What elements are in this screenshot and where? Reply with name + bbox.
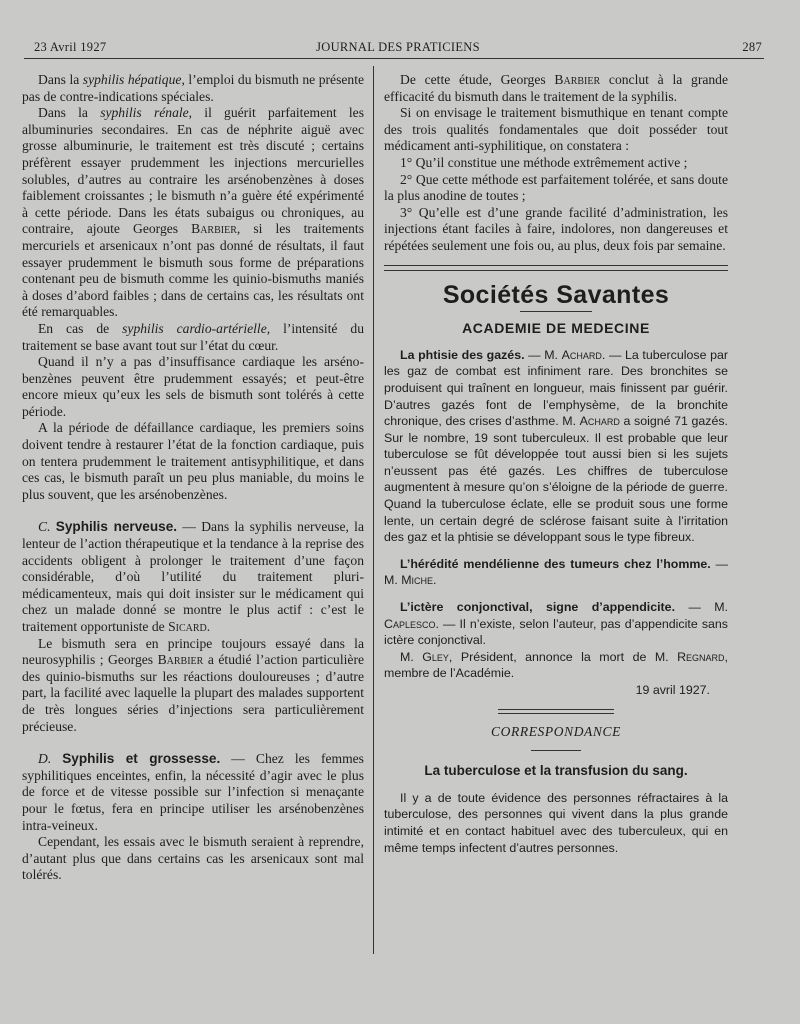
list-item: 1° Qu’il constitue une méthode extrêmement active ;	[400, 154, 688, 170]
header-rule	[24, 58, 764, 59]
paragraph: De cette étude, Georges Barbier conclut à la grande efficacité du bismuth dans le traitement de la syphilis.	[384, 72, 729, 104]
paragraph: Si on envisage le traitement bismuthique en tenant compte des trois qualités fondamentales que doit posséder tout médicament anti-syphilitique, on constatera :	[384, 105, 728, 154]
section-c: C. Syphilis nerveuse. — Dans la syphilis nerveuse, la lenteur de l’action thérapeutique et la tendance à la reprise des accidents obligent à prolonger le traitement d’une façon considérable, d’où l’utilité du traitement pluri-médicamenteux, mais qui doit insister sur le médicament qui chez un malade donné se montre le plus actif : c’est le traitement opportuniste de Sicard.	[22, 519, 364, 634]
paragraph: Cependant, les essais avec le bismuth seraient à reprendre, d’autant plus que dans certains cas les arsenicaux sont mal tolérés.	[22, 834, 364, 883]
right-column	[384, 72, 728, 856]
heading-rule	[520, 311, 592, 312]
society-report: L’hérédité mendélienne des tumeurs chez l’homme. — M. Miche.	[384, 556, 728, 588]
page-number: 287	[742, 40, 762, 54]
article-text: Il y a de toute évidence des personnes réfractaires à la tuberculose, des personnes qui vivent dans la plus grande intimité et en contact habituel avec des tuberculeux, qui en même temps infectent d’autres personnes.	[384, 790, 728, 855]
paragraph: Dans la syphilis hépatique, l’emploi du bismuth ne présente pas de contre-indications spéciales.	[22, 72, 364, 104]
section-rule	[384, 265, 728, 271]
section-heading: Sociétés Savantes	[442, 280, 670, 309]
paragraph: Quand il n’y a pas d’insuffisance cardiaque les arséno-benzènes peuvent être prudemment essayés; et peut-être encore mieux qu’eux les sels de bismuth sont tolérés à cette période.	[22, 354, 364, 419]
heading-rule	[531, 750, 581, 751]
list-item: 2° Que cette méthode est parfaitement tolérée, et sans doute la plus anodine de toutes ;	[384, 171, 728, 204]
report-date: 19 avril 1927.	[635, 683, 710, 697]
paragraph: Dans la syphilis rénale, il guérit parfaitement les albuminuries secondaires. En cas de néphrite aiguë avec grosse albuminurie, le traitement est très discuté ; certains préfèrent essayer prudemment les injections mercurielles solubles, d’autres au contraire les arsénobenzènes à doses faiblement croissantes ; le bismuth n’a guère été expérimenté à cette période. Dans les états subaigus ou chroniques, au contraire, ajoute Georges Barbier, si les traitements mercuriels et arsenicaux n’ont pas donné de résultats, il faut essayer prudemment le bismuth sous forme de préparations contenant peu de bismuth comme les quinio-bismuths maniés à doses d’abord faibles ; dans de certains cas, les résultats ont été remarquables.	[22, 105, 364, 320]
correspondence-heading: CORRESPONDANCE	[491, 723, 621, 739]
paragraph: Le bismuth sera en principe toujours essayé dans la neurosyphilis ; Georges Barbier a étudié l’action particulière des quinio-bismuths sur les réactions douloureuses ; d’autre part, la facilité avec laquelle la plupart des malades supportent de très longues séries d’injections sera particulièrement précieuse.	[22, 635, 365, 734]
paragraph: A la période de défaillance cardiaque, les premiers soins doivent tendre à restaurer l’état de la fonction cardiaque, puis on tentera prudemment le traitement antisyphilitique, et dans ces cas, le bismuth paraît un peu plus maniable, du moins le plus souvent, que les arsénobenzènes.	[22, 420, 364, 502]
running-header	[34, 40, 762, 58]
section-d: D. Syphilis et grossesse. — Chez les femmes syphilitiques enceintes, enfin, la nécessité d’agir avec le plus de force et de vitesse possible sur l’infection si menaçante pour le fœtus, fera en principe utiliser les arsénobenzènes intra-veineux.	[22, 751, 364, 833]
subsection-heading: ACADEMIE DE MEDECINE	[462, 320, 650, 337]
list-item: 3° Qu’elle est d’une grande facilité d’administration, les injections étant faciles à faire, indolores, non dangereuses et répétées seulement une fois ou, au plus, deux fois par semaine.	[384, 204, 728, 253]
journal-title: JOURNAL DES PRATICIENS	[316, 40, 480, 54]
society-report: La phtisie des gazés. — M. Achard. — La tuberculose par les gaz de combat est infiniment rare. Des bronchites se produisent qui traînent en longueur, mais finissent par guérir. D’autres gazés font de l’emphysème, de la bronchite chronique, des crises d’asthme. M. Achard a soigné 71 gazés. Sur le nombre, 19 sont tuberculeux. Il est probable que leur tuberculose se fût développée tout aussi bien si les sujets n’eussent pas été gazés. Les chiffres de tuberculose augmentent à mesure qu’on s’éloigne de la période de guerre. Quand la tuberculose éclate, elle se produit sous une forme lente, un certain degré de sclérose faisant suite à l’irritation des gaz et la phtisie se développant sous le type fibreux.	[384, 347, 729, 545]
left-column	[22, 72, 364, 884]
society-report: L’ictère conjonctival, signe d’appendicite. — M. Caplesco. — Il n’existe, selon l’auteur, pas d’appendicite sans ictère conjonctival.	[384, 600, 729, 648]
article-title: La tuberculose et la transfusion du sang.	[424, 763, 688, 779]
column-divider	[373, 66, 374, 954]
header-date: 23 Avril 1927	[34, 40, 107, 54]
paragraph: En cas de syphilis cardio-artérielle, l’intensité du traitement se base avant tout sur l’état du cœur.	[22, 320, 364, 353]
section-rule	[498, 709, 614, 714]
society-report: M. Gley, Président, annonce la mort de M. Regnard, membre de l’Académie.	[384, 649, 728, 681]
